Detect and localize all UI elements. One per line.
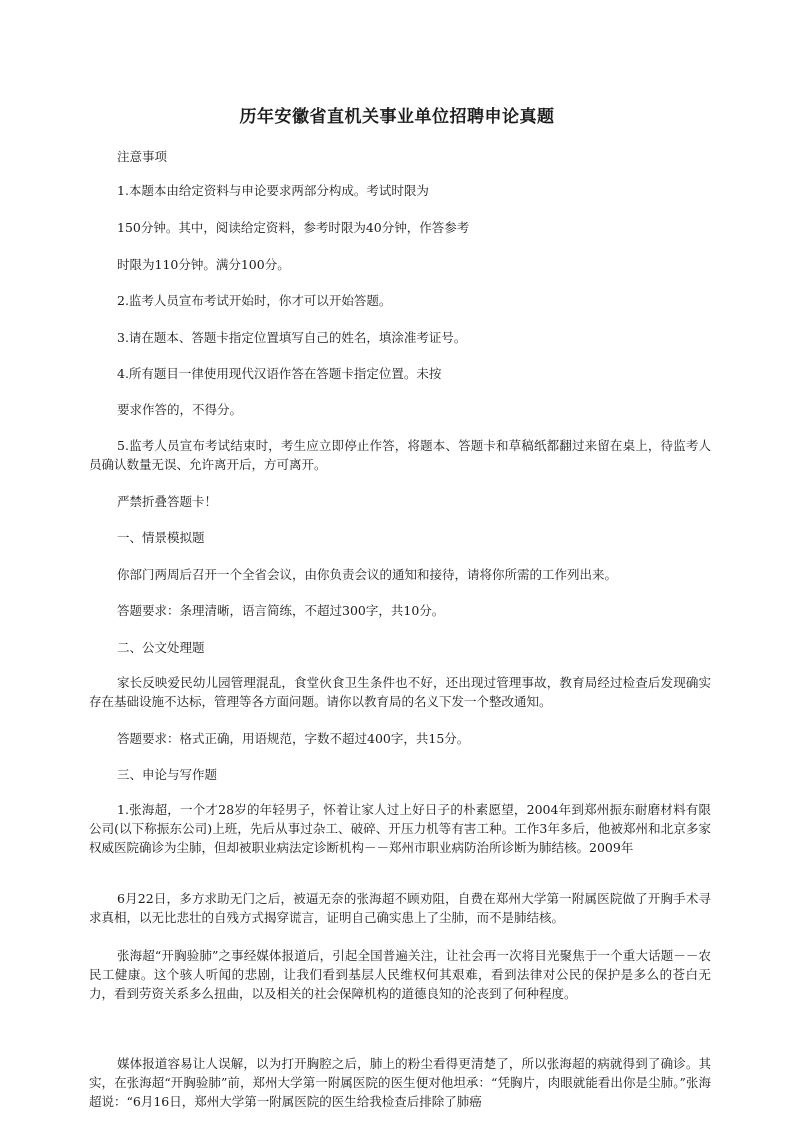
section-1-heading: 一、情景模拟题 bbox=[117, 530, 205, 545]
material-paragraph-2: 6月22日，多方求助无门之后，被逼无奈的张海超不顾劝阻，自费在郑州大学第一附属医院做了开胸手术寻求真相，以无比悲壮的自残方式揭穿谎言，证明自己确实患上了尘肺，而不是肺结核。 bbox=[89, 891, 711, 925]
section-2-question: 家长反映爱民幼儿园管理混乱，食堂伙食卫生条件也不好，还出现过管理事故，教育局经过检查后发现确实存在基础设施不达标，管理等各方面问题。请你以教育局的名义下发一个整改通知。 bbox=[89, 675, 711, 709]
notice-item-1-cont: 150分钟。其中，阅读给定资料，参考时限为40分钟，作答参考 bbox=[117, 220, 470, 235]
notice-item-4: 4.所有题目一律使用现代汉语作答在答题卡指定位置。未按 bbox=[117, 366, 442, 381]
notice-item-5: 5.监考人员宣布考试结束时，考生应立即停止作答，将题本、答题卡和草稿纸都翻过来留在桌上，待监考人员确认数量无误、允许离开后，方可离开。 bbox=[89, 438, 711, 472]
material-paragraph-3: 张海超“开胸验肺”之事经媒体报道后，引起全国普遍关注，让社会再一次将目光聚焦于一个重大话题－－农民工健康。这个骇人听闻的悲剧，让我们看到基层人民维权何其艰难，看到法律对公民的保护是多么的苍白无力，看到劳资关系多么扭曲，以及相关的社会保障机构的道德良知的沦丧到了何种程度。 bbox=[89, 948, 711, 1001]
warning-text: 严禁折叠答题卡！ bbox=[117, 494, 218, 509]
section-1-question: 你部门两周后召开一个全省会议，由你负责会议的通知和接待，请将你所需的工作列出来。 bbox=[117, 567, 618, 582]
notice-item-2: 2.监考人员宣布考试开始时，你才可以开始答题。 bbox=[117, 293, 392, 308]
notice-item-4-cont: 要求作答的，不得分。 bbox=[117, 402, 243, 417]
notice-item-1-cont2: 时限为110分钟。满分100分。 bbox=[117, 257, 290, 272]
section-2-heading: 二、公文处理题 bbox=[117, 640, 205, 655]
notice-heading: 注意事项 bbox=[117, 149, 168, 164]
section-3-heading: 三、申论与写作题 bbox=[117, 767, 218, 782]
document-title: 历年安徽省直机关事业单位招聘申论真题 bbox=[239, 107, 555, 127]
section-1-requirement: 答题要求：条理清晰，语言简练，不超过300字，共10分。 bbox=[117, 603, 445, 618]
material-paragraph-1: 1.张海超，一个才28岁的年轻男子，怀着让家人过上好日子的朴素愿望，2004年到郑州振东耐磨材料有限公司(以下称振东公司)上班，先后从事过杂工、破碎、开压力机等有害工种。工作3年多后，他被郑州和北京多家权威医院确诊为尘肺，但却被职业病法定诊断机构－－郑州市职业病防治所诊断为肺结核。2009年 bbox=[89, 802, 711, 855]
notice-item-1: 1.本题本由给定资料与申论要求两部分构成。考试时限为 bbox=[117, 183, 429, 198]
section-2-requirement: 答题要求：格式正确，用语规范，字数不超过400字，共15分。 bbox=[117, 731, 470, 746]
notice-item-3: 3.请在题本、答题卡指定位置填写自己的姓名，填涂准考证号。 bbox=[117, 330, 467, 345]
material-paragraph-4: 媒体报道容易让人误解，以为打开胸腔之后，肺上的粉尘看得更清楚了，所以张海超的病就得到了确诊。其实，在张海超“开胸验肺”前，郑州大学第一附属医院的医生便对他坦承：“凭胸片，肉眼就能看出你是尘肺。”张海超说：“6月16日，郑州大学第一附属医院的医生给我检查后排除了肺癌 bbox=[89, 1056, 711, 1109]
